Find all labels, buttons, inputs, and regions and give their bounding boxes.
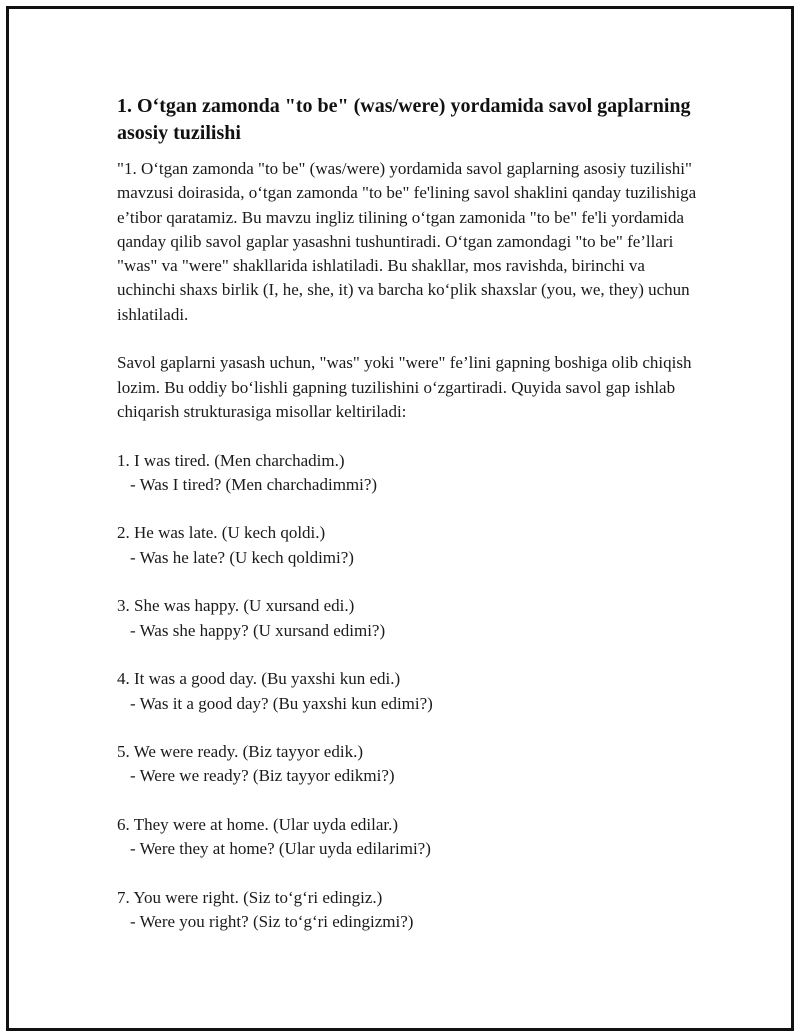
example-item <box>117 740 697 789</box>
example-statement: 6. They were at home. (Ular uyda edilar.) <box>117 815 399 835</box>
document-body <box>117 93 697 959</box>
intro-paragraph: "1. O‘tgan zamonda "to be" (was/were) yordamida savol gaplarning asosiy tuzilishi" mavzusi doirasida, o‘tgan zamonda "to be" fe'lining savol shaklini qanday tuzilishiga e’tibor qaratamiz. Bu mavzu ingliz tilining o‘tgan zamonida "to be" fe'li yordamida qanday qilib savol gaplar yasashni tushuntiradi. O‘tgan zamondagi "to be" fe’llari "was" va "were" shakllarida ishlatiladi. Bu shakllar, mos ravishda, birinchi va uchinchi shaxs birlik (I, he, she, it) va barcha ko‘plik shaxslar (you, we, they) uchun ishlatiladi. <box>117 159 697 324</box>
example-question: - Was he late? (U kech qoldimi?) <box>130 547 354 567</box>
example-question: - Was she happy? (U xursand edimi?) <box>130 620 386 640</box>
example-question: - Were they at home? (Ular uyda edilarimi?) <box>130 839 431 859</box>
example-statement: 4. It was a good day. (Bu yaxshi kun edi.) <box>117 669 401 689</box>
example-item <box>117 886 697 935</box>
example-question: - Were you right? (Siz to‘g‘ri edingizmi?) <box>130 912 414 932</box>
example-statement: 7. You were right. (Siz to‘g‘ri edingiz.) <box>117 887 383 907</box>
example-statement: 5. We were ready. (Biz tayyor edik.) <box>117 742 363 762</box>
example-item <box>117 521 697 570</box>
instruction-paragraph: Savol gaplarni yasash uchun, "was" yoki "were" fe’lini gapning boshiga olib chiqish lozim. Bu oddiy bo‘lishli gapning tuzilishini o‘zgartiradi. Quyida savol gap ishlab chiqarish strukturasiga misollar keltiriladi: <box>117 353 692 421</box>
example-item <box>117 594 697 643</box>
example-question: - Was I tired? (Men charchadimmi?) <box>130 474 378 494</box>
example-statement: 3. She was happy. (U xursand edi.) <box>117 596 355 616</box>
example-item <box>117 667 697 716</box>
example-item <box>117 449 697 498</box>
example-item <box>117 813 697 862</box>
example-statement: 2. He was late. (U kech qoldi.) <box>117 523 326 543</box>
examples-list <box>117 449 697 935</box>
document-title: 1. O‘tgan zamonda "to be" (was/were) yordamida savol gaplarning asosiy tuzilishi <box>117 95 691 144</box>
example-question: - Were we ready? (Biz tayyor edikmi?) <box>130 766 395 786</box>
example-statement: 1. I was tired. (Men charchadim.) <box>117 450 345 470</box>
example-question: - Was it a good day? (Bu yaxshi kun edimi?) <box>130 693 433 713</box>
